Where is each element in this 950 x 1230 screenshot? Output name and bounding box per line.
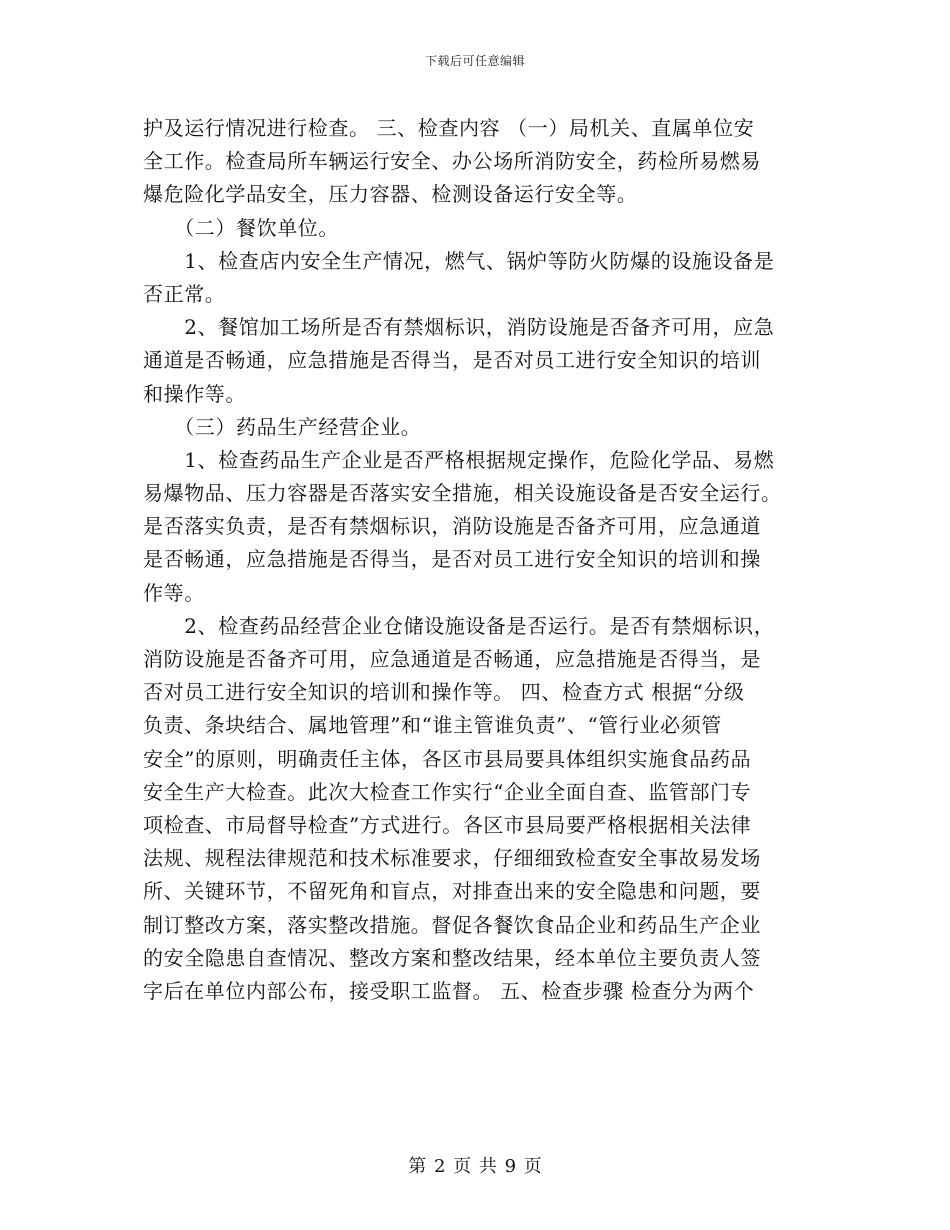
body-line: 通道是否畅通，应急措施是否得当，是否对员工进行安全知识的培训 bbox=[143, 348, 761, 373]
page-number-footer: 第 2 页 共 9 页 bbox=[408, 1156, 542, 1177]
body-line: 制订整改方案，落实整改措施。督促各餐饮食品企业和药品生产企业 bbox=[143, 912, 761, 937]
body-line: 安全”的原则，明确责任主体，各区市县局要具体组织实施食品药品 bbox=[143, 746, 752, 771]
body-line: 2、检查药品经营企业仓储设施设备是否运行。是否有禁烟标识， bbox=[143, 613, 775, 638]
body-line: 安全生产大检查。此次大检查工作实行“企业全面自查、监管部门专 bbox=[143, 779, 752, 804]
body-line: 护及运行情况进行检查。 三、检查内容 （一）局机关、直属单位安 bbox=[143, 116, 755, 140]
body-line: 1、检查药品生产企业是否严格根据规定操作，危险化学品、易燃 bbox=[143, 447, 775, 472]
body-line: 2、餐馆加工场所是否有禁烟标识，消防设施是否备齐可用，应急 bbox=[143, 315, 775, 340]
body-line: 否对员工进行安全知识的培训和操作等。 四、检查方式 根据“分级 bbox=[143, 680, 745, 705]
body-line: 爆危险化学品安全，压力容器、检测设备运行安全等。 bbox=[143, 182, 638, 207]
body-line: 是否落实负责，是否有禁烟标识，消防设施是否备齐可用，应急通道 bbox=[143, 514, 761, 539]
body-line: 是否畅通，应急措施是否得当，是否对员工进行安全知识的培训和操 bbox=[143, 547, 761, 572]
body-line: 和操作等。 bbox=[143, 381, 246, 406]
body-line: 作等。 bbox=[143, 580, 205, 605]
body-line: 的安全隐患自查情况、整改方案和整改结果，经本单位主要负责人签 bbox=[143, 945, 761, 970]
body-line: 易爆物品、压力容器是否落实安全措施，相关设施设备是否安全运行。 bbox=[143, 481, 782, 506]
body-line: 负责、条块结合、属地管理”和“谁主管谁负责”、“管行业必须管 bbox=[143, 713, 722, 738]
body-line: 否正常。 bbox=[143, 281, 226, 306]
body-line: 项检查、市局督导检查”方式进行。各区市县局要严格根据相关法律 bbox=[143, 812, 752, 837]
page-header: 下载后可任意编辑 bbox=[424, 54, 525, 68]
body-line: 全工作。检查局所车辆运行安全、办公场所消防安全，药检所易燃易 bbox=[143, 149, 761, 174]
section-heading: （二）餐饮单位。 bbox=[143, 215, 339, 240]
body-line: 法规、规程法律规范和技术标准要求，仔细细致检查安全事故易发场 bbox=[143, 846, 761, 871]
body-line: 1、检查店内安全生产情况，燃气、锅炉等防火防爆的设施设备是 bbox=[143, 248, 775, 273]
section-heading: （三）药品生产经营企业。 bbox=[143, 414, 422, 439]
body-line: 消防设施是否备齐可用，应急通道是否畅通，应急措施是否得当，是 bbox=[143, 647, 761, 671]
document-body bbox=[143, 112, 808, 1008]
body-line: 字后在单位内部公布，接受职工监督。 五、检查步骤 检查分为两个 bbox=[143, 978, 755, 1003]
body-line: 所、关键环节，不留死角和盲点，对排查出来的安全隐患和问题，要 bbox=[143, 879, 761, 904]
